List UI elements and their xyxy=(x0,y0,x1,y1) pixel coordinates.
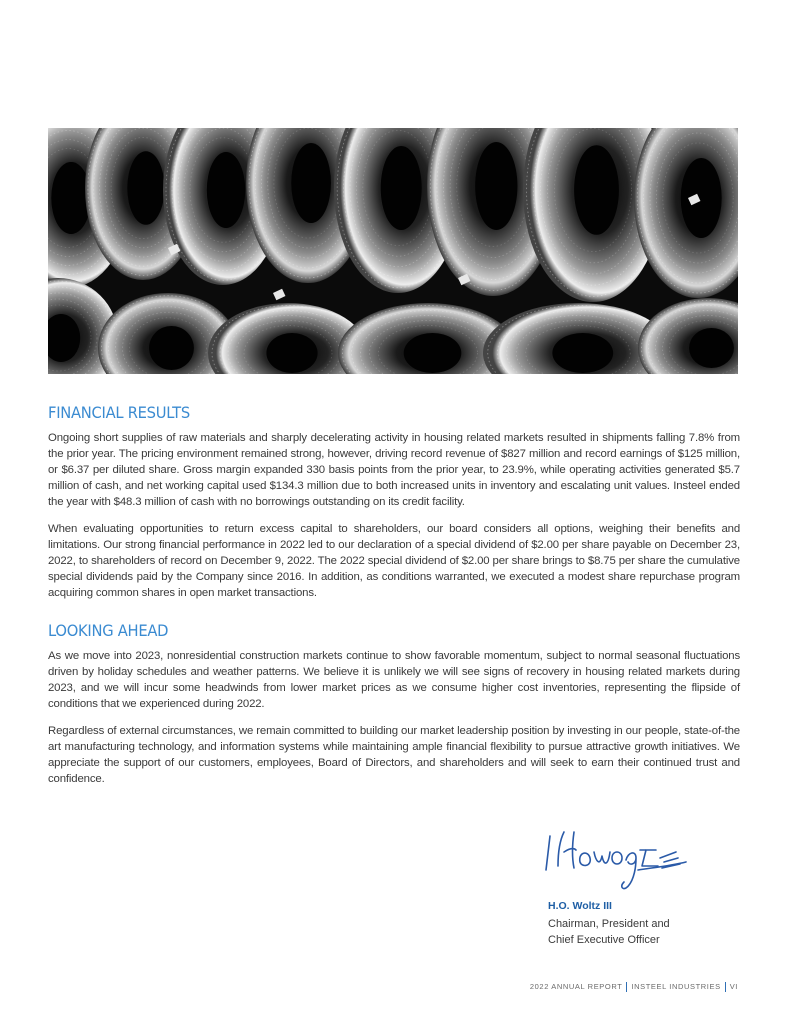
wire-coil-center xyxy=(689,328,734,368)
paragraph: As we move into 2023, nonresidential construction markets continue to show favorable momentum, subject to normal seasonal fluctuations driven by holiday schedules and weather patterns. We believe it is unlikely we will see signs of recovery in housing related markets during 2023, and we will incur some headwinds from lower market prices as we consume higher cost inventories, representing the flipside of conditions that we experienced during 2022. xyxy=(48,650,740,710)
wire-coil-center xyxy=(404,333,462,373)
signer-title-line: Chairman, President and xyxy=(548,918,670,930)
wire-coil-center xyxy=(681,158,722,238)
wire-coil-center xyxy=(381,146,422,230)
paragraph: When evaluating opportunities to return excess capital to shareholders, our board considers all options, weighing their benefits and limitations. Our strong financial performance in 2022 led to our declaration of a special dividend of $2.00 per share payable on December 23, 2022, to shareholders of record on December 9, 2022. The 2022 special dividend of $2.00 per share brings to $8.75 per share the cumulative special dividends paid by the Company since 2016. In addition, as conditions warranted, we executed a modest share repurchase program acquiring common shares in open market transactions. xyxy=(48,523,740,599)
section-heading-looking-ahead: LOOKING AHEAD xyxy=(48,621,169,640)
hero-image-wire-coils xyxy=(48,128,738,374)
wire-coil-center xyxy=(207,152,245,228)
handwritten-signature xyxy=(540,822,710,894)
section-heading-financial-results: FINANCIAL RESULTS xyxy=(48,403,190,422)
footer-report-label: 2022 ANNUAL REPORT xyxy=(529,982,623,991)
footer-separator xyxy=(626,982,627,992)
signer-name: H.O. Woltz III xyxy=(548,900,612,912)
wire-coil-center xyxy=(149,326,194,370)
footer-company-label: INSTEEL INDUSTRIES xyxy=(631,982,721,991)
signer-title-line: Chief Executive Officer xyxy=(548,934,660,946)
wire-coil-center xyxy=(266,333,317,373)
wire-coil-center xyxy=(552,333,613,373)
paragraph: Regardless of external circumstances, we remain committed to building our market leadership position by investing in our people, state-of-the art manufacturing technology, and information systems while maintaining ample financial flexibility to pursue attractive growth initiatives. We appreciate the support of our customers, employees, Board of Directors, and shareholders and will seek to earn their continued trust and confidence. xyxy=(48,725,740,785)
wire-coil-center xyxy=(127,151,164,225)
report-body xyxy=(48,403,740,798)
section-looking-ahead xyxy=(48,621,740,787)
footer-page-number: VI xyxy=(729,982,738,991)
wire-coils-illustration xyxy=(48,128,738,374)
signature-block xyxy=(540,822,740,948)
wire-coil-center xyxy=(574,145,619,235)
footer-separator xyxy=(725,982,726,992)
wire-coil-center xyxy=(475,142,517,230)
signer-title xyxy=(540,916,740,948)
section-financial-results xyxy=(48,403,740,601)
page-footer xyxy=(530,982,738,992)
paragraph: Ongoing short supplies of raw materials and sharply decelerating activity in housing related markets resulted in shipments falling 7.8% from the prior year. The pricing environment remained strong, however, driving record revenue of $827 million and record earnings of $125 million, or $6.37 per diluted share. Gross margin expanded 330 basis points from the prior year, to 23.9%, while operating activities generated $5.7 million of cash, and net working capital used $134.3 million due to both increased units in inventory and escalating unit values. Insteel ended the year with $48.3 million of cash with no borrowings outstanding on its credit facility. xyxy=(48,432,740,508)
wire-coil-center xyxy=(291,143,331,223)
wire-coil-center xyxy=(51,162,91,234)
